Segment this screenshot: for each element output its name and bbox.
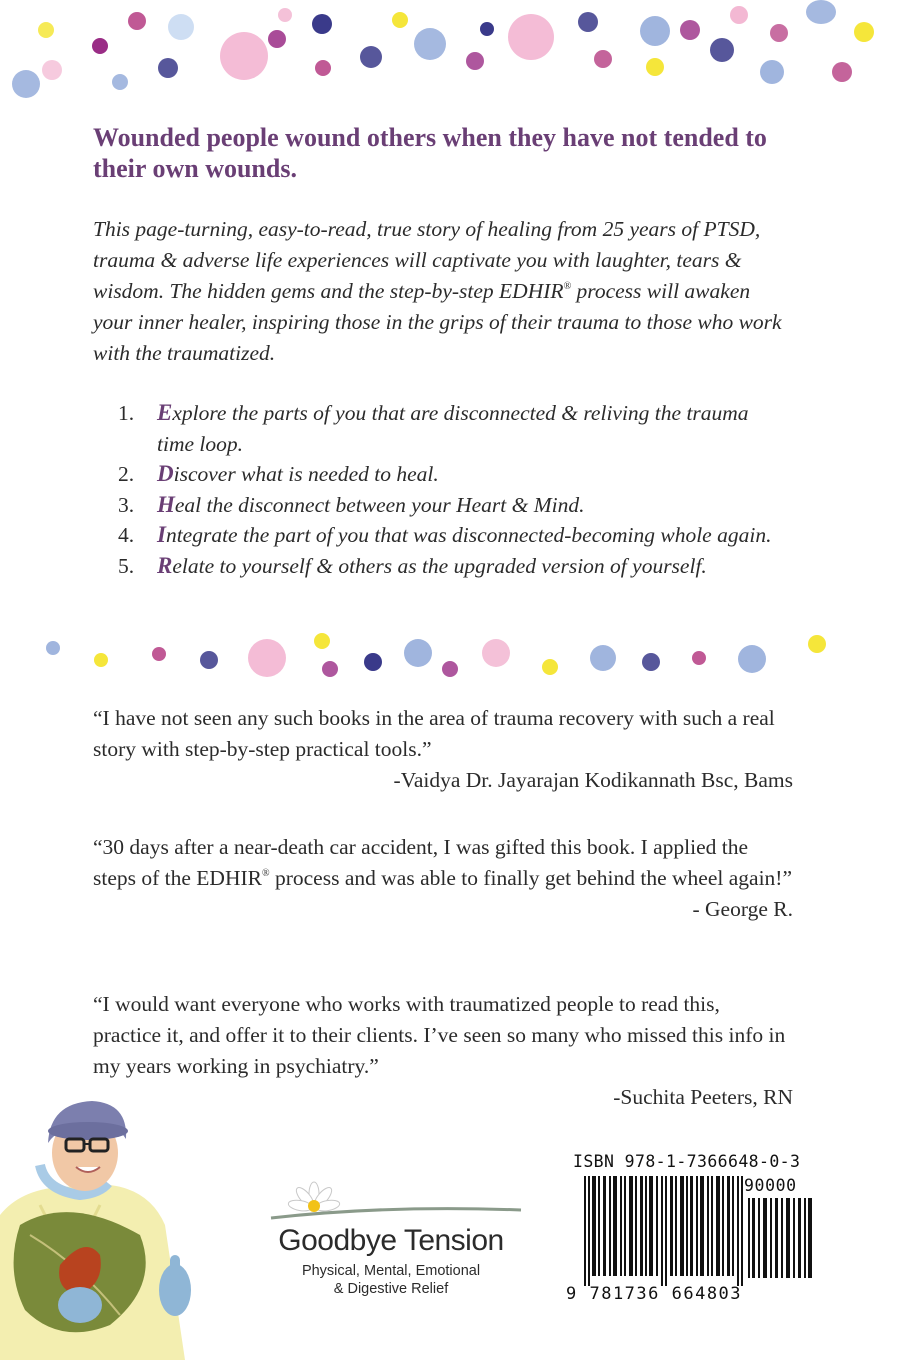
isbn-barcode	[566, 1152, 830, 1322]
registered-mark: ®	[563, 281, 572, 292]
brand-tagline-1: Physical, Mental, Emotional	[301, 1263, 481, 1279]
edhir-steps-list	[118, 398, 790, 581]
step-initial: E	[157, 400, 173, 425]
step-number: 2.	[118, 462, 135, 486]
step-number: 4.	[118, 523, 135, 547]
testimonial-text-start: “30 days after a near-death car accident, I was gifted this book. I applied the steps of the EDHIR	[93, 835, 749, 890]
list-item	[118, 490, 790, 521]
author-photo-icon	[0, 1095, 210, 1365]
list-item	[118, 520, 790, 551]
step-text: ntegrate the part of you that was disconnected-becoming whole again.	[165, 523, 772, 547]
step-number: 3.	[118, 492, 135, 517]
decorative-dots-middle	[0, 625, 907, 685]
list-item	[118, 551, 790, 582]
testimonial-text: “I would want everyone who works with traumatized people to read this, practice it, and offer it to their clients. I’ve seen so many who missed this info in my years working in psychiatry.”	[93, 992, 786, 1078]
price-code: 90000	[744, 1176, 797, 1195]
step-text: iscover what is needed to heal.	[173, 462, 439, 486]
step-number: 1.	[118, 401, 135, 425]
registered-mark: ®	[262, 868, 270, 879]
intro-text-start: This page-turning, easy-to-read, true story of healing from 25 years of PTSD, trauma & adverse life experiences will captivate you with laughter, tears & wisdom. The hidden gems and the step-by-step EDHIR	[93, 217, 761, 303]
ean-number: 9 781736 664803	[566, 1284, 743, 1304]
testimonial-text: “I have not seen any such books in the area of trauma recovery with such a real story with step-by-step practical tools.”	[93, 706, 775, 761]
testimonial-1	[93, 703, 793, 796]
step-text: eal the disconnect between your Heart & Mind.	[174, 492, 585, 517]
testimonial-author: -Suchita Peeters, RN	[613, 1085, 793, 1109]
price-barcode-bars	[746, 1198, 816, 1278]
step-initial: R	[157, 552, 173, 578]
headline: Wounded people wound others when they have not tended to their own wounds.	[93, 123, 767, 183]
testimonial-author: - George R.	[692, 897, 793, 921]
testimonial-author: -Vaidya Dr. Jayarajan Kodikannath Bsc, Bams	[393, 768, 793, 792]
step-initial: H	[157, 491, 175, 517]
isbn-text: ISBN 978-1-7366648-0-3	[573, 1152, 801, 1171]
intro-paragraph	[93, 214, 793, 369]
testimonial-text-end: process and was able to finally get behind the wheel again!”	[269, 866, 792, 890]
ean-barcode-bars	[582, 1176, 752, 1286]
decorative-dots-top	[0, 0, 907, 100]
step-text: elate to yourself & others as the upgraded version of yourself.	[172, 553, 707, 578]
step-text: xplore the parts of you that are disconnected & reliving the trauma time loop.	[157, 401, 749, 456]
intro-text-end: process will awaken your inner healer, inspiring those in the grips of their trauma to those who work with the traumatized.	[93, 279, 782, 365]
testimonial-2	[93, 832, 793, 925]
brand-name: Goodbye Tension	[278, 1224, 504, 1257]
daisy-logo-icon	[266, 1180, 526, 1230]
list-item	[118, 398, 790, 459]
testimonial-text	[93, 832, 793, 894]
step-initial: I	[157, 522, 166, 547]
brand-tagline-2: & Digestive Relief	[333, 1281, 449, 1297]
list-item	[118, 459, 790, 490]
step-initial: D	[157, 461, 174, 486]
step-number: 5.	[118, 553, 135, 578]
